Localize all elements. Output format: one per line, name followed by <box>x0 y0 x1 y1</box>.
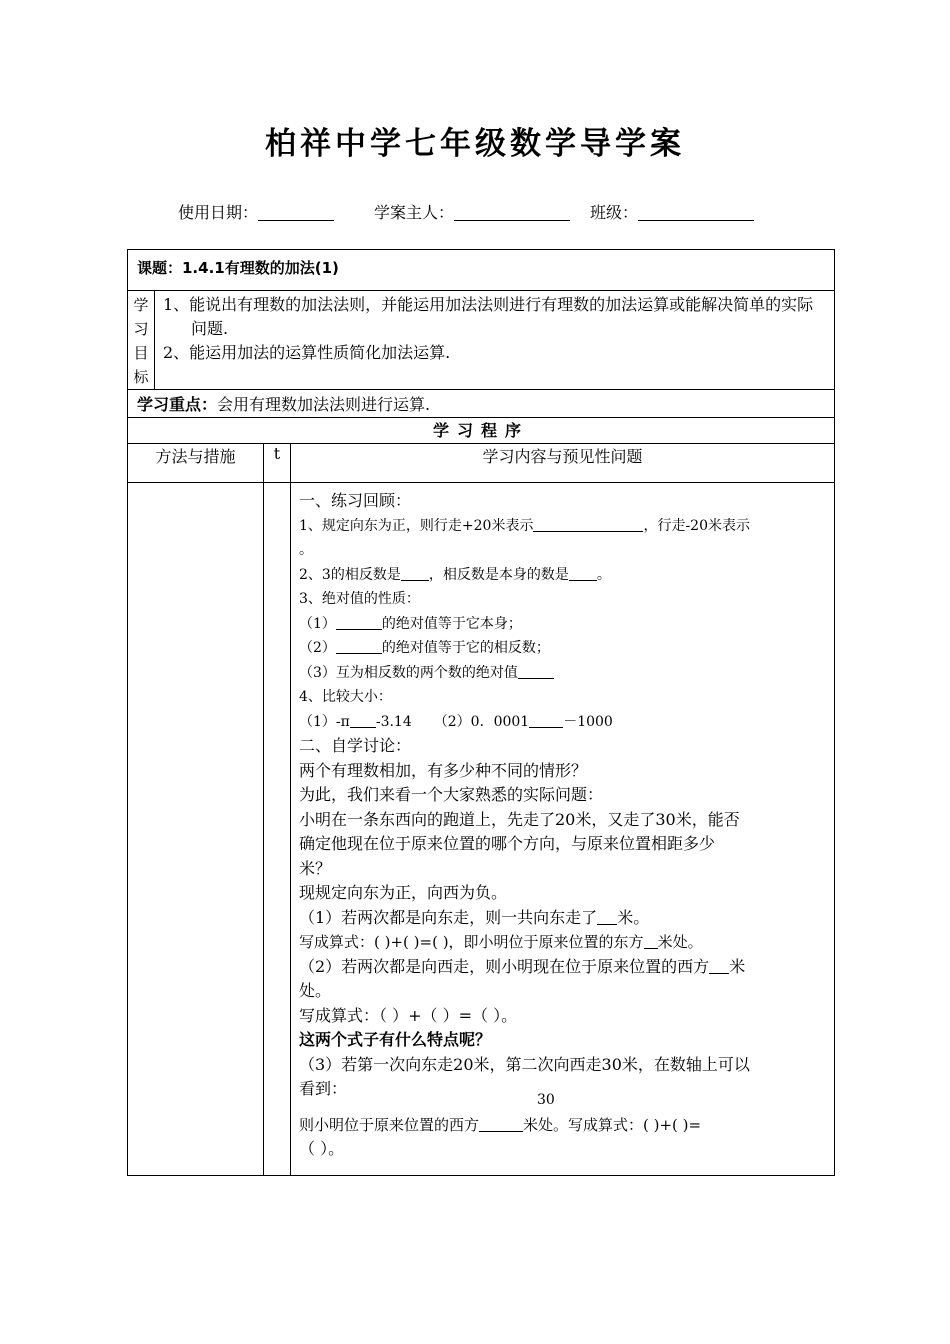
owner-label: 学案主人： <box>374 203 455 222</box>
date-field[interactable] <box>258 204 334 221</box>
answer-blank[interactable] <box>336 639 382 654</box>
goal-item: 2、能运用加法的运算性质简化加法运算. <box>163 343 451 362</box>
answer-blank[interactable] <box>709 959 729 974</box>
answer-blank[interactable] <box>401 566 429 581</box>
answer-blank[interactable] <box>336 615 382 630</box>
number-line-label: 30 <box>537 1092 555 1108</box>
answer-blank[interactable] <box>569 566 597 581</box>
key-question: 这两个式子有什么特点呢？ <box>299 1030 492 1049</box>
procedure-title: 学习程序 <box>128 418 835 444</box>
goal-item: 1、能说出有理数的加法法则，并能运用加法法则进行有理数的加法运算或能解决简单的实际问题. <box>163 295 814 338</box>
review-title: 一、练习回顾： <box>299 491 412 510</box>
answer-blank[interactable] <box>350 713 376 728</box>
t-cell[interactable] <box>264 483 291 1176</box>
page-title: 柏祥中学七年级数学导学案 <box>265 126 685 162</box>
goals-content <box>155 291 835 390</box>
answer-blank[interactable] <box>644 934 658 949</box>
key-point: 学习重点：会用有理数加法法则进行运算. <box>128 390 835 418</box>
topic: 课题：1.4.1有理数的加法(1) <box>128 250 835 291</box>
owner-field[interactable] <box>454 204 570 221</box>
answer-blank[interactable] <box>529 713 563 728</box>
answer-blank[interactable] <box>479 1117 523 1132</box>
answer-blank[interactable] <box>518 664 554 679</box>
discuss-title: 二、自学讨论： <box>299 736 412 755</box>
answer-blank[interactable] <box>597 910 617 925</box>
methods-cell[interactable] <box>128 483 264 1176</box>
methods-header: 方法与措施 <box>128 444 264 483</box>
answer-blank[interactable] <box>533 517 643 532</box>
date-label: 使用日期： <box>178 203 259 222</box>
content-header: 学习内容与预见性问题 <box>291 444 835 483</box>
study-plan-table <box>127 249 835 1176</box>
t-header: t <box>264 444 291 483</box>
class-field[interactable] <box>638 204 754 221</box>
class-label: 班级： <box>590 203 639 222</box>
meta-line <box>178 200 754 223</box>
goals-label: 学 习 目 标 <box>128 291 155 390</box>
content-cell: 一、练习回顾： 1、规定向东为正，则行走+20米表示 ，行走-20米表示 。 2、3的相反数是 ，相反数是本身的数是 。 3、绝对值的性质： （1） 的绝对值等于它本身； （2） 的绝对值等于它的相反数； （3）互为相反数的两个数的绝对值 4、比较大小： （1）-π -3.14 （2）0．0001 －1000 二、自学讨论： 两个有理数相加，有多少种不同的情形？ 为此，我们来看一个大家熟悉的实际问题： 小明在一条东西向的跑道上，先走了20米，又走了30米，能否 确定他现在位于原来位置的哪个方向，与原来位置相距多少 米？ 现规定向东为正，向西为负。 （1）若两次都是向东走，则一共向东走了 米。 写成算式：( )+( )=( )，即小明位于原来位置的东方 米处。 （2）若两次都是向西走，则小明现在位于原来位置的西方 米 处。 写成算式：（ ）+（ ）=（ ）。 这两个式子有什么特点呢？ （3）若第一次向东走20米，第二次向西走30米，在数轴上可以 看到：30 则小明位于原来位置的西方 米处。写成算式：( )+( )= （ ）。 <box>291 483 835 1176</box>
